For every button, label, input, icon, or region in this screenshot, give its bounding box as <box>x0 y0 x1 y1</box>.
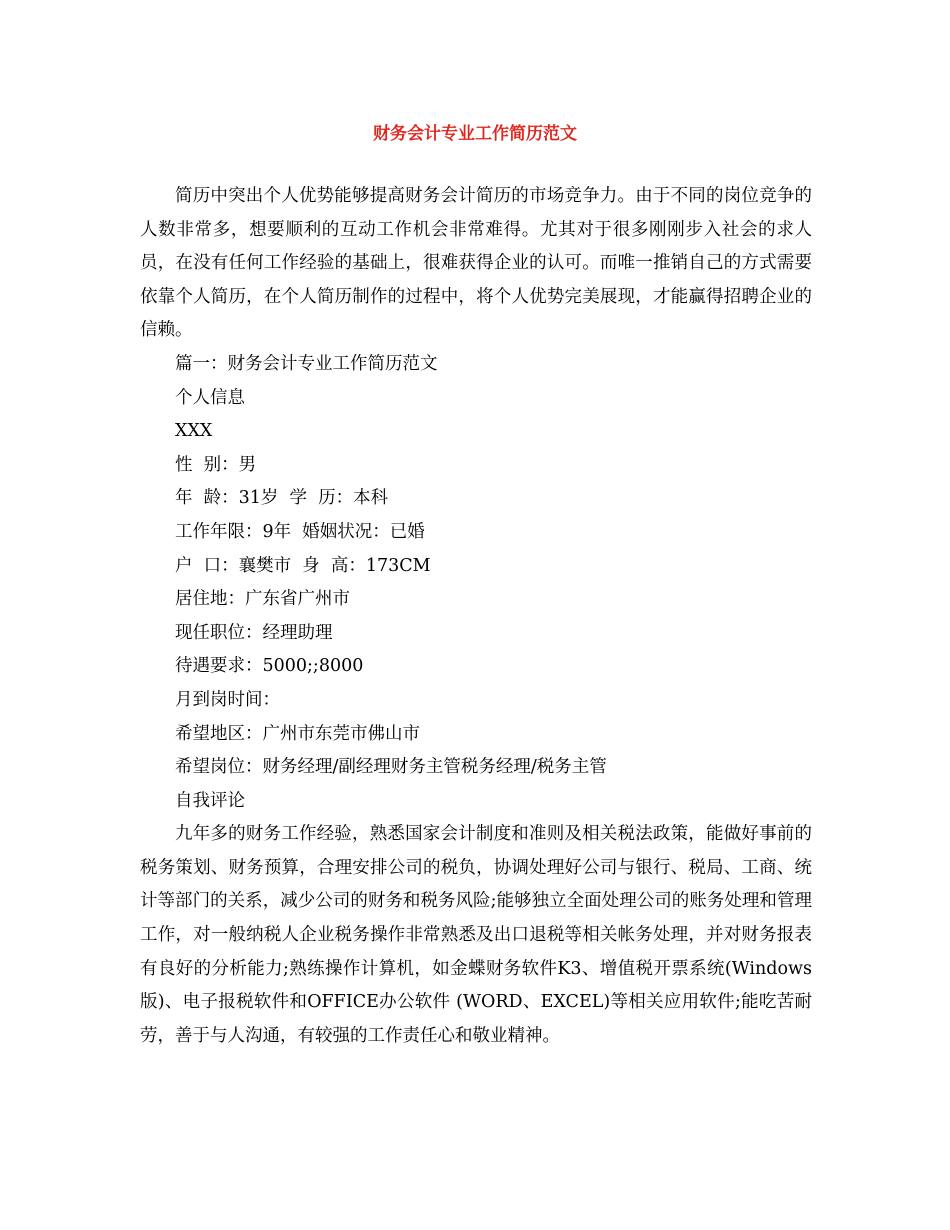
self-eval-paragraph: 九年多的财务工作经验，熟悉国家会计制度和准则及相关税法政策，能做好事前的税务策划、财务预算，合理安排公司的税负，协调处理好公司与银行、税局、工商、统计等部门的关系，减少公司的财务和税务风险;能够独立全面处理公司的账务处理和管理工作，对一般纳税人企业税务操作非常熟悉及出口退税等相关帐务处理，并对财务报表有良好的分析能力;熟练操作计算机，如金蝶财务软件K3、增值税开票系统(Windows版)、电子报税软件和OFFICE办公软件 (WORD、EXCEL)等相关应用软件;能吃苦耐劳，善于与人沟通，有较强的工作责任心和敬业精神。 <box>140 824 812 1046</box>
section-heading: 篇一：财务会计专业工作简历范文 <box>175 353 438 374</box>
document-body <box>140 180 812 1053</box>
residence-line: 居住地：广东省广州市 <box>175 589 350 610</box>
work-marriage-line: 工作年限：9年 婚姻状况：已婚 <box>175 521 425 542</box>
personal-info-heading: 个人信息 <box>175 387 245 408</box>
gender-line: 性 别：男 <box>175 454 257 475</box>
desired-position-line: 希望岗位：财务经理/副经理财务主管税务经理/税务主管 <box>175 757 607 778</box>
age-education-line: 年 龄：31岁 学 历：本科 <box>175 488 389 509</box>
document-title: 财务会计专业工作简历范文 <box>373 124 577 144</box>
current-position-line: 现任职位：经理助理 <box>175 622 333 643</box>
hukou-height-line: 户 口：襄樊市 身 高：173CM <box>175 555 431 576</box>
self-eval-heading: 自我评论 <box>175 790 245 811</box>
intro-paragraph: 简历中突出个人优势能够提高财务会计简历的市场竞争力。由于不同的岗位竞争的人数非常多，想要顺利的互动工作机会非常难得。尤其对于很多刚刚步入社会的求人员，在没有任何工作经验的基础上，很难获得企业的认可。而唯一推销自己的方式需要依靠个人简历，在个人简历制作的过程中，将个人优势完美展现，才能赢得招聘企业的信赖。 <box>140 186 812 341</box>
desired-region-line: 希望地区：广州市东莞市佛山市 <box>175 723 420 744</box>
salary-line: 待遇要求：5000;;8000 <box>175 656 364 677</box>
start-time-line: 月到岗时间： <box>175 689 280 710</box>
name-line: XXX <box>175 421 213 442</box>
